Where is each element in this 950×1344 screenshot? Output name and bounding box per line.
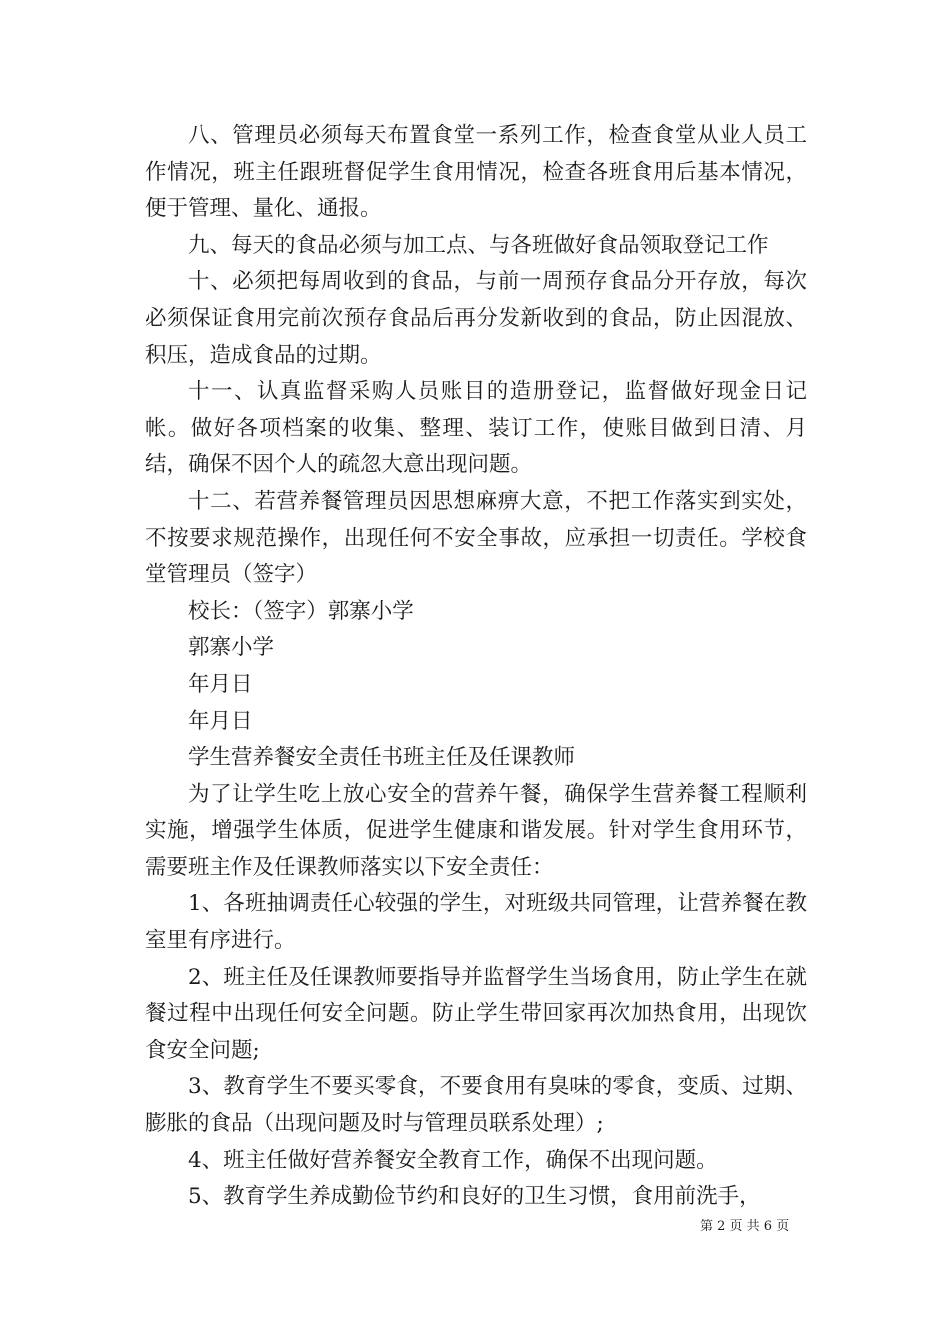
- document-body: [145, 118, 807, 1216]
- intro-paragraph: 为了让学生吃上放心安全的营养午餐，确保学生营养餐工程顺利实施，增强学生体质，促进学生健康和谐发展。针对学生食用环节，需要班主作及任课教师落实以下安全责任：: [145, 781, 807, 880]
- responsibility-item-4: 4、班主任做好营养餐安全教育工作，确保不出现问题。: [188, 1147, 718, 1173]
- date-line-2: 年月日: [188, 708, 253, 734]
- responsibility-item-2: 2、班主任及任课教师要指导并监督学生当场食用，防止学生在就餐过程中出现任何安全问题。防止学生带回家再次加热食用，出现饮食安全问题;: [145, 964, 807, 1063]
- responsibility-item-1: 1、各班抽调责任心较强的学生，对班级共同管理，让营养餐在教室里有序进行。: [145, 891, 807, 954]
- principal-signature-line: 校长：（签字）郭寨小学: [188, 598, 414, 624]
- responsibility-item-5: 5、教育学生养成勤俭节约和良好的卫生习惯，食用前洗手，: [188, 1184, 761, 1210]
- paragraph-item-8: 八、管理员必须每天布置食堂一系列工作，检查食堂从业人员工作情况，班主任跟班督促学生食用情况，检查各班食用后基本情况，便于管理、量化、通报。: [145, 123, 807, 222]
- paragraph-item-10: 十、必须把每周收到的食品，与前一周预存食品分开存放，每次必须保证食用完前次预存食品后再分发新收到的食品，防止因混放、积压，造成食品的过期。: [145, 269, 807, 368]
- school-name-line: 郭寨小学: [188, 635, 275, 661]
- date-line-1: 年月日: [188, 671, 253, 697]
- paragraph-item-12: 十二、若营养餐管理员因思想麻痹大意，不把工作落实到实处，不按要求规范操作，出现任何不安全事故，应承担一切责任。学校食堂管理员（签字）: [145, 488, 807, 588]
- page-number-footer: 第 2 页 共 6 页: [700, 1219, 790, 1234]
- paragraph-item-9: 九、每天的食品必须与加工点、与各班做好食品领取登记工作: [188, 232, 769, 258]
- paragraph-item-11: 十一、认真监督采购人员账目的造册登记，监督做好现金日记帐。做好各项档案的收集、整理、装订工作，使账目做到日清、月结，确保不因个人的疏忽大意出现问题。: [145, 379, 807, 478]
- responsibility-item-3: 3、教育学生不要买零食，不要食用有臭味的零食，变质、过期、膨胀的食品（出现问题及时与管理员联系处理）;: [145, 1074, 807, 1137]
- section-title: 学生营养餐安全责任书班主任及任课教师: [188, 745, 576, 771]
